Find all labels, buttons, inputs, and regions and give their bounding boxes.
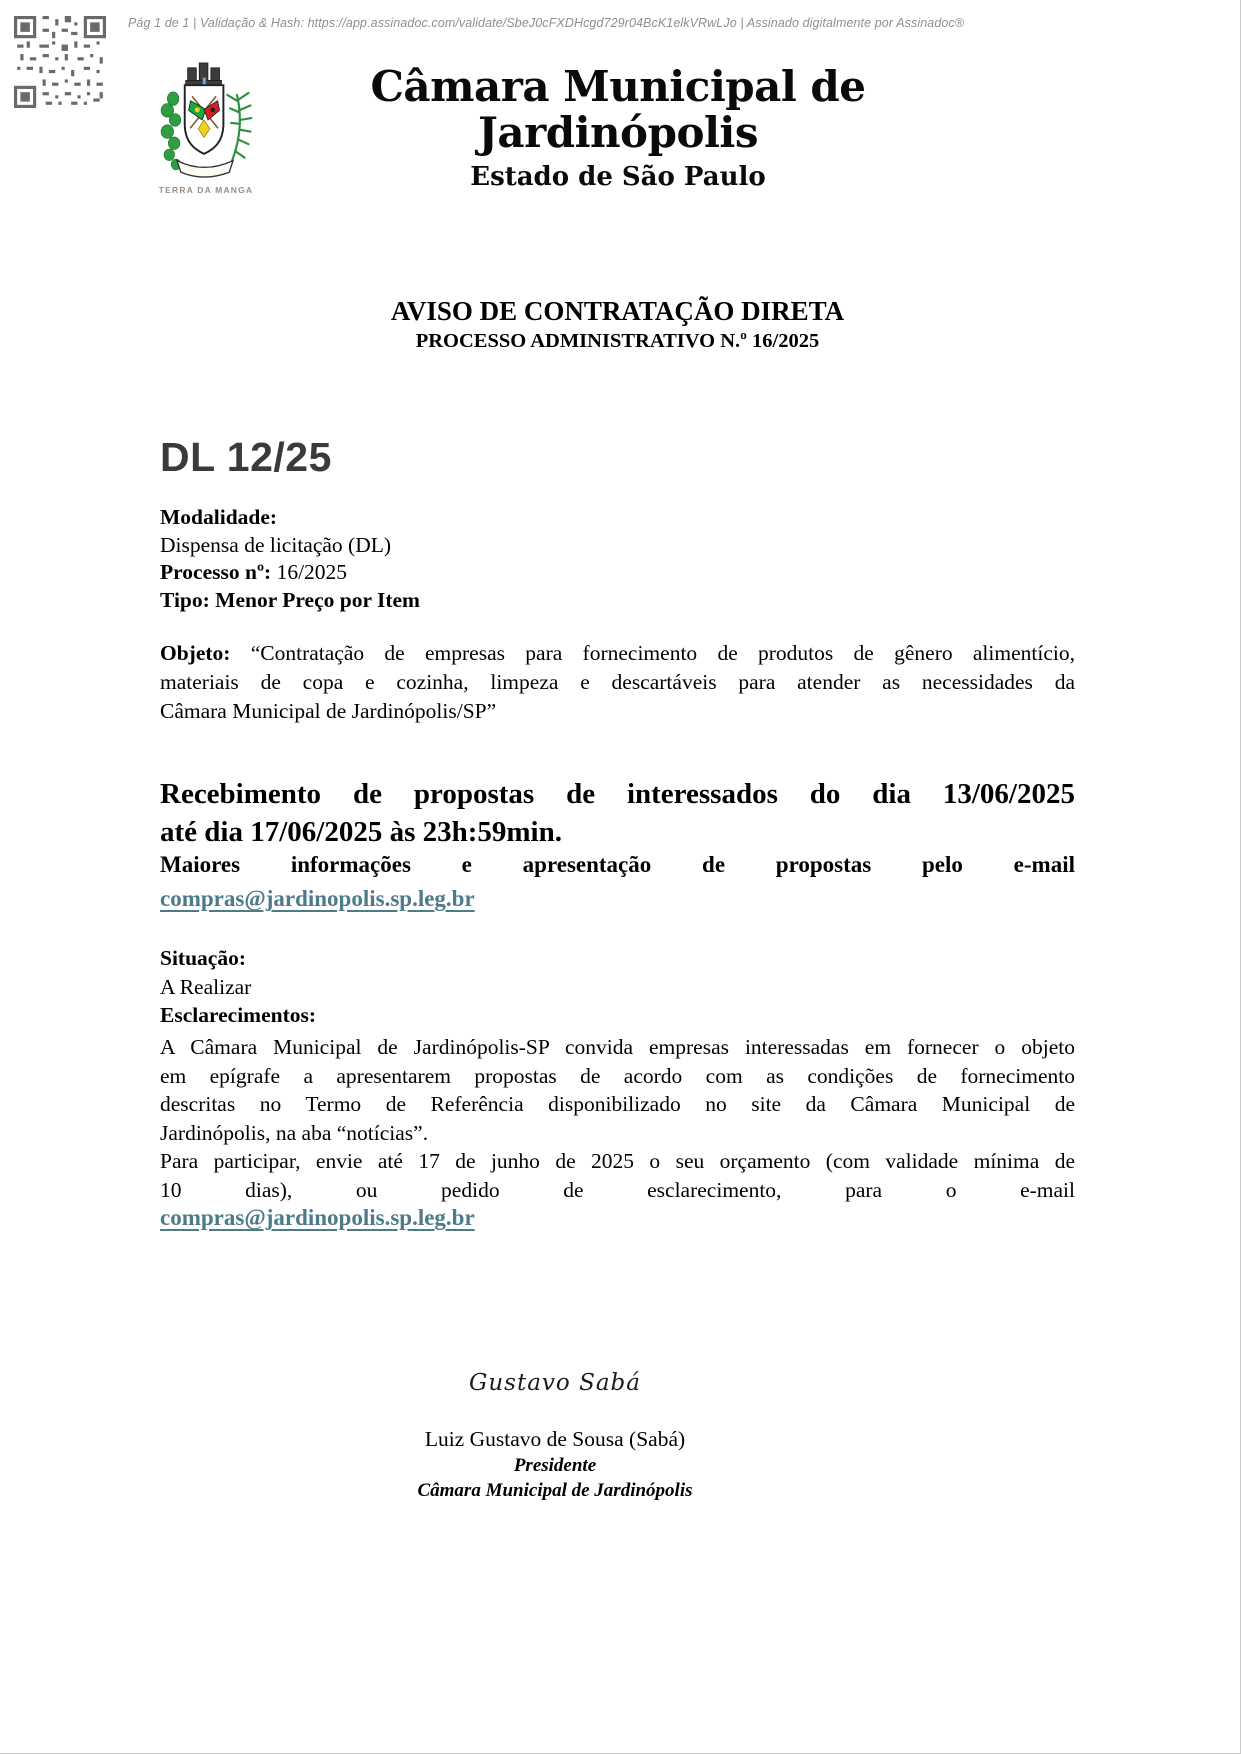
objeto-label: Objeto:	[160, 641, 231, 665]
situacao-label: Situação:	[160, 946, 246, 970]
recebimento-line-1: Recebimento de propostas de interessados do dia 13/06/2025	[160, 778, 1075, 810]
qr-code-icon	[14, 16, 106, 108]
p1-line-1: A Câmara Municipal de Jardinópolis-SP convida empresas interessadas em fornecer o objeto	[160, 1035, 1075, 1059]
p2-line-1: Para participar, envie até 17 de junho de 2025 o seu orçamento (com validade mínima de	[160, 1149, 1075, 1173]
objeto-line-2: materiais de copa e cozinha, limpeza e descartáveis para atender as necessidades da	[160, 670, 1075, 694]
org-subtitle: Estado de São Paulo	[470, 162, 766, 192]
logo-motto: TERRA DA MANGA	[158, 185, 254, 195]
esclarecimentos-paragraph-1	[160, 1033, 1075, 1147]
p1-line-3: descritas no Termo de Referência disponibilizado no site da Câmara Municipal de	[160, 1092, 1075, 1116]
document-body	[160, 0, 1075, 1754]
objeto-line-3: Câmara Municipal de Jardinópolis/SP”	[160, 699, 497, 723]
p2-line-2: 10 dias), ou pedido de esclarecimento, para o e-mail	[160, 1177, 1075, 1202]
p1-line-2: em epígrafe a apresentarem propostas de acordo com as condições de fornecimento	[160, 1063, 1075, 1088]
esclarecimentos-label: Esclarecimentos:	[160, 1003, 317, 1027]
signature-role: Presidente	[513, 1455, 597, 1476]
situacao-block	[160, 944, 1075, 1030]
modalidade-value: Dispensa de licitação (DL)	[160, 532, 392, 557]
processo-value: 16/2025	[276, 560, 348, 584]
dl-number-heading: DL 12/25	[160, 434, 332, 480]
p1-line-4: Jardinópolis, na aba “notícias”.	[160, 1120, 429, 1145]
org-name: Câmara Municipal de Jardinópolis	[370, 62, 866, 157]
tipo-line: Tipo: Menor Preço por Item	[160, 587, 420, 612]
processo-label: Processo nº:	[160, 560, 272, 584]
signature-org: Câmara Municipal de Jardinópolis	[417, 1480, 693, 1501]
modalidade-block	[160, 504, 1075, 614]
objeto-line-1	[160, 639, 1075, 668]
email-line-1	[160, 886, 1075, 912]
doc-title: AVISO DE CONTRATAÇÃO DIRETA	[390, 296, 845, 326]
recebimento-line-2: até dia 17/06/2025 às 23h:59min.	[160, 816, 562, 848]
signature-name: Luiz Gustavo de Sousa (Sabá)	[424, 1427, 686, 1451]
signature-handwritten: Gustavo Sabá	[468, 1370, 641, 1396]
objeto-paragraph	[160, 639, 1075, 726]
email-link-1[interactable]: compras@jardinopolis.sp.leg.br	[160, 886, 475, 911]
email-line-2	[160, 1205, 1075, 1231]
objeto-text-1: “Contratação de empresas para fornecimento de produtos de gênero alimentício,	[250, 641, 1075, 665]
situacao-value: A Realizar	[160, 974, 252, 999]
maiores-info-line: Maiores informações e apresentação de propostas pelo e-mail	[160, 852, 1075, 877]
recebimento-heading	[160, 775, 1075, 851]
doc-subtitle: PROCESSO ADMINISTRATIVO N.º 16/2025	[415, 330, 820, 352]
processo-line	[160, 559, 1075, 587]
esclarecimentos-paragraph-2	[160, 1147, 1075, 1204]
modalidade-label: Modalidade:	[160, 505, 278, 529]
email-link-2[interactable]: compras@jardinopolis.sp.leg.br	[160, 1205, 475, 1230]
validation-meta-line: Pág 1 de 1 | Validação & Hash: https://app.assinadoc.com/validate/SbeJ0cFXDHcgd729r04BcK1elkVRwLJo | Assinado digitalmente por Assinadoc®	[128, 16, 965, 30]
